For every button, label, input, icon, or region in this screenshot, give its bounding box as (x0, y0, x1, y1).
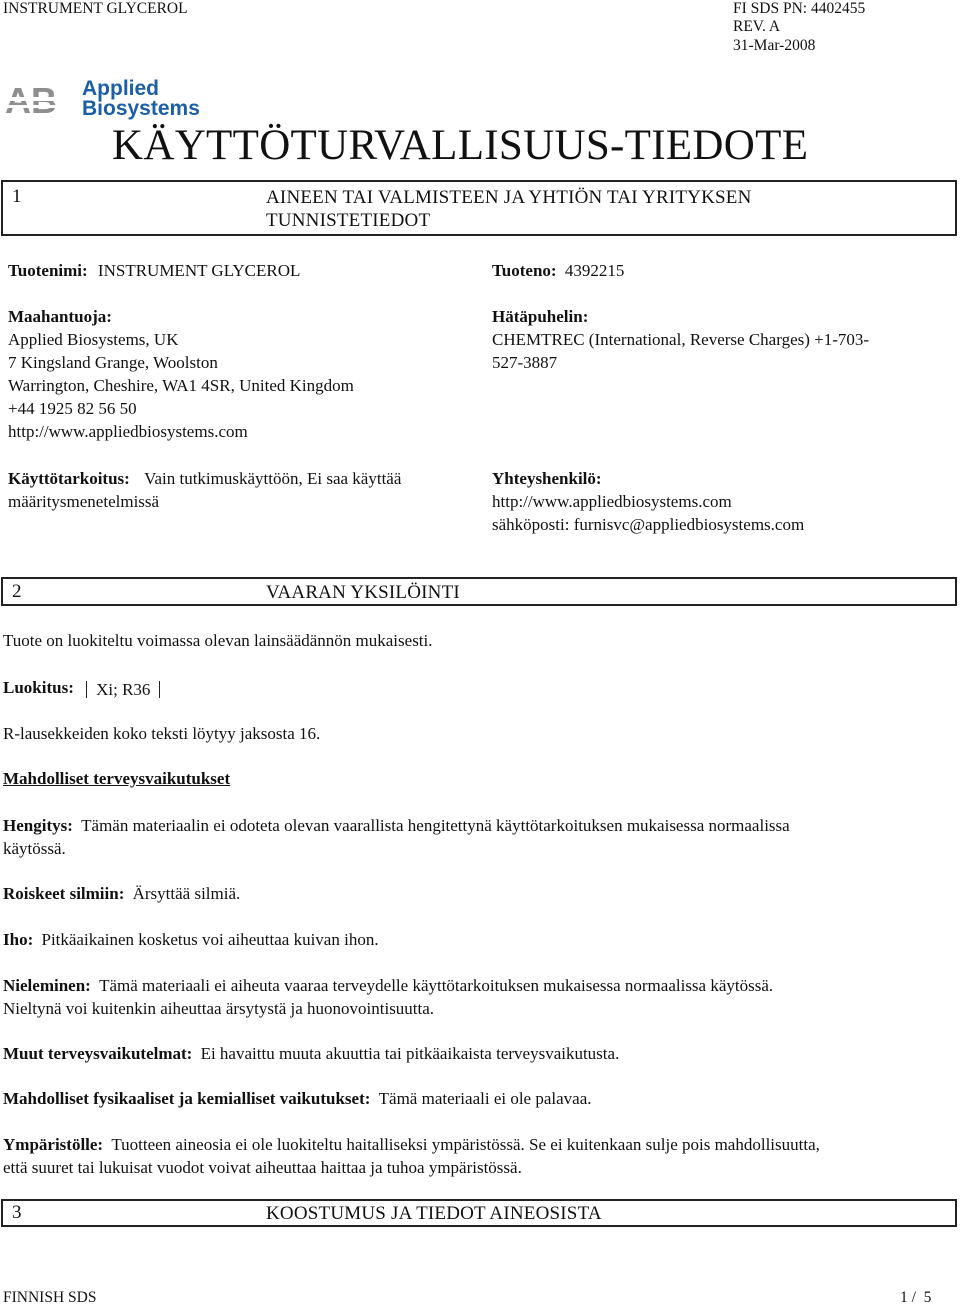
other-effects-text: Ei havaittu muuta akuuttia tai pitkäaikaista terveysvaikutusta. (200, 1044, 620, 1063)
section-1-header (1, 180, 957, 236)
ingestion-label: Nieleminen: (3, 976, 91, 995)
contact-label: Yhteyshenkilö: (492, 469, 602, 488)
intended-use-label: Käyttötarkoitus: (8, 469, 130, 488)
eyes-row (3, 882, 240, 905)
section-1-title-line1: AINEEN TAI VALMISTEEN JA YHTIÖN TAI YRITYKSEN (266, 187, 752, 208)
section-2-number: 2 (12, 581, 22, 602)
classification-label: Luokitus: (3, 678, 74, 697)
skin-label: Iho: (3, 930, 34, 949)
eyes-label: Roiskeet silmiin: (3, 884, 125, 903)
section-3-title: KOOSTUMUS JA TIEDOT AINEOSISTA (266, 1203, 602, 1224)
importer-line: Warrington, Cheshire, WA1 4SR, United Kingdom (8, 376, 354, 395)
physchem-text: Tämä materiaali ei ole palavaa. (378, 1089, 592, 1108)
header-sds-pn: FI SDS PN: 4402455 (733, 0, 866, 17)
emergency-label: Hätäpuhelin: (492, 307, 589, 326)
environment-text: että suuret tai lukuisat vuodot voivat aiheuttaa haittaa ja tuhoa ympäristössä. (3, 1158, 522, 1177)
section-3-number: 3 (12, 1202, 22, 1223)
classification-row (3, 676, 160, 699)
importer-line: +44 1925 82 56 50 (8, 399, 137, 418)
applied-biosystems-logo (5, 77, 205, 122)
other-effects-label: Muut terveysvaikutelmat: (3, 1044, 193, 1063)
other-effects-row (3, 1042, 619, 1065)
section-2-header (1, 577, 957, 606)
header-date: 31-Mar-2008 (733, 37, 816, 54)
importer-block (8, 305, 354, 443)
skin-text: Pitkäaikainen kosketus voi aiheuttaa kuivan ihon. (41, 930, 379, 949)
environment-label: Ympäristölle: (3, 1135, 104, 1154)
ab-logo-mark-icon (5, 80, 77, 120)
classification-value: Xi; R36 (86, 681, 160, 698)
contact-website[interactable]: http://www.appliedbiosystems.com (492, 492, 732, 511)
section-1-number: 1 (12, 186, 22, 207)
environment-text: Tuotteen aineosia ei ole luokiteltu haitalliseksi ympäristössä. Se ei kuitenkaan sulje pois mahdollisuutta, (111, 1135, 820, 1154)
header-product-name: INSTRUMENT GLYCEROL (3, 0, 188, 17)
physchem-row (3, 1087, 592, 1110)
intended-use-text: määritysmenetelmissä (8, 492, 160, 511)
product-name-value: INSTRUMENT GLYCEROL (97, 261, 301, 280)
product-number-value: 4392215 (564, 261, 625, 280)
document-title: KÄYTTÖTURVALLISUUS-TIEDOTE (112, 122, 809, 169)
inhalation-block (3, 814, 953, 860)
product-number-label: Tuoteno: (492, 261, 557, 280)
intended-use-text: Vain tutkimuskäyttöön, Ei saa käyttää (144, 469, 402, 488)
product-name-label: Tuotenimi: (8, 261, 88, 280)
emergency-line: 527-3887 (492, 353, 558, 372)
importer-line: 7 Kingsland Grange, Woolston (8, 353, 218, 372)
inhalation-text: Tämän materiaalin ei odoteta olevan vaarallista hengitettynä käyttötarkoituksen mukaisessa normaalissa (81, 816, 790, 835)
ingestion-block (3, 974, 953, 1020)
emergency-block (492, 305, 869, 374)
emergency-line: CHEMTREC (International, Reverse Charges) +1-703- (492, 330, 870, 349)
section-1-title-line2: TUNNISTETIEDOT (266, 210, 431, 231)
ingestion-text: Nieltynä voi kuitenkin aiheuttaa ärsytystä ja huonovointisuutta. (3, 999, 435, 1018)
physchem-label: Mahdolliset fysikaaliset ja kemialliset vaikutukset: (3, 1089, 371, 1108)
product-number-row (492, 259, 624, 282)
logo-text-biosystems: Biosystems (82, 97, 200, 120)
product-name-row (8, 259, 300, 282)
classified-text: Tuote on luokiteltu voimassa olevan lainsäädännön mukaisesti. (3, 631, 433, 650)
contact-email[interactable]: sähköposti: furnisvc@appliedbiosystems.com (492, 515, 805, 534)
importer-line: Applied Biosystems, UK (8, 330, 179, 349)
logo-text-applied: Applied (82, 77, 159, 100)
inhalation-label: Hengitys: (3, 816, 73, 835)
skin-row (3, 928, 379, 951)
r-phrases-text: R-lausekkeiden koko teksti löytyy jaksosta 16. (3, 724, 321, 743)
ingestion-text: Tämä materiaali ei aiheuta vaaraa terveydelle käyttötarkoituksen mukaisessa normaalissa käytössä. (99, 976, 774, 995)
health-effects-heading: Mahdolliset terveysvaikutukset (3, 769, 231, 788)
section-3-header (1, 1199, 957, 1227)
inhalation-text: käytössä. (3, 839, 66, 858)
footer-label: FINNISH SDS (3, 1289, 97, 1306)
footer-page-number: 1 / 5 (900, 1289, 932, 1306)
header-rev: REV. A (733, 18, 781, 35)
environment-block (3, 1133, 958, 1179)
eyes-text: Ärsyttää silmiä. (132, 884, 241, 903)
contact-block (492, 467, 804, 536)
importer-website[interactable]: http://www.appliedbiosystems.com (8, 422, 248, 441)
importer-label: Maahantuoja: (8, 307, 112, 326)
intended-use-block (8, 467, 401, 513)
section-2-title: VAARAN YKSILÖINTI (266, 582, 460, 603)
